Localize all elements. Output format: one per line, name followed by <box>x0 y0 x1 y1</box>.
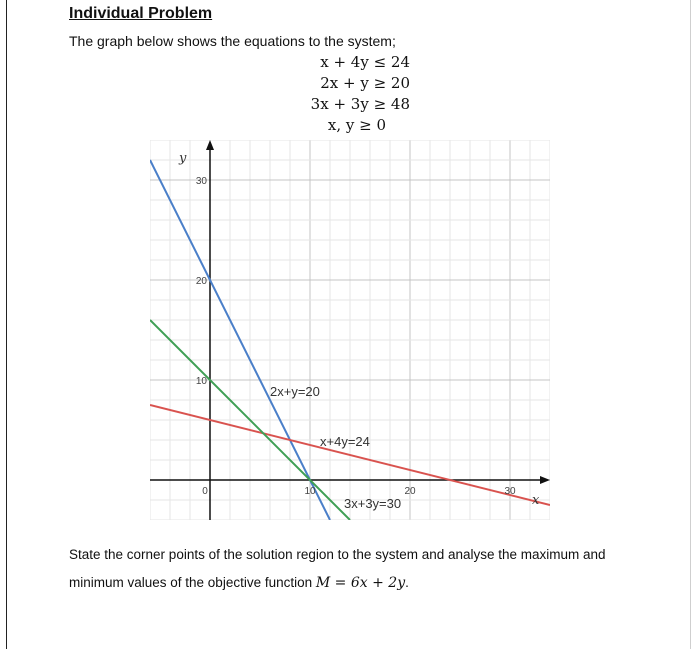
x-axis-label: x <box>532 493 540 508</box>
inequality-3: 3x + 3y ≥ 48 <box>310 95 410 113</box>
question-text <box>69 541 639 597</box>
y-axis-label: y <box>179 151 187 166</box>
problem-heading: Individual Problem <box>69 5 213 22</box>
inequality-2: 2x + y ≥ 20 <box>320 74 410 92</box>
page-right-border <box>690 0 691 649</box>
x-tick-label: 20 <box>404 486 416 497</box>
objective-function: M = 6x + 2y <box>315 575 406 591</box>
inequality-1: x + 4y ≤ 24 <box>320 53 410 71</box>
inequality-system <box>300 52 410 136</box>
y-axis-arrow <box>206 140 214 150</box>
y-tick-label: 20 <box>195 276 207 287</box>
line-label-3x+3y=30: 3x+3y=30 <box>344 496 402 511</box>
intro-text: The graph below shows the equations to the system; <box>69 33 396 49</box>
x-tick-label: 10 <box>304 486 316 497</box>
y-tick-label: 10 <box>195 376 207 387</box>
inequality-4: x, y ≥ 0 <box>327 116 386 134</box>
x-tick-label: 30 <box>504 486 516 497</box>
x-tick-label: 0 <box>202 486 208 497</box>
system-graph <box>150 140 550 520</box>
page-left-border <box>6 0 7 649</box>
question-end: . <box>405 575 409 590</box>
line-label-2x+y=20: 2x+y=20 <box>270 384 320 399</box>
line-label-x+4y=24: x+4y=24 <box>320 434 370 449</box>
question-body: State the corner points of the solution region to the system and analyse the maximum and minimum values of the objective function <box>69 547 606 590</box>
y-tick-label: 30 <box>195 176 207 187</box>
x-axis-arrow <box>540 476 550 484</box>
